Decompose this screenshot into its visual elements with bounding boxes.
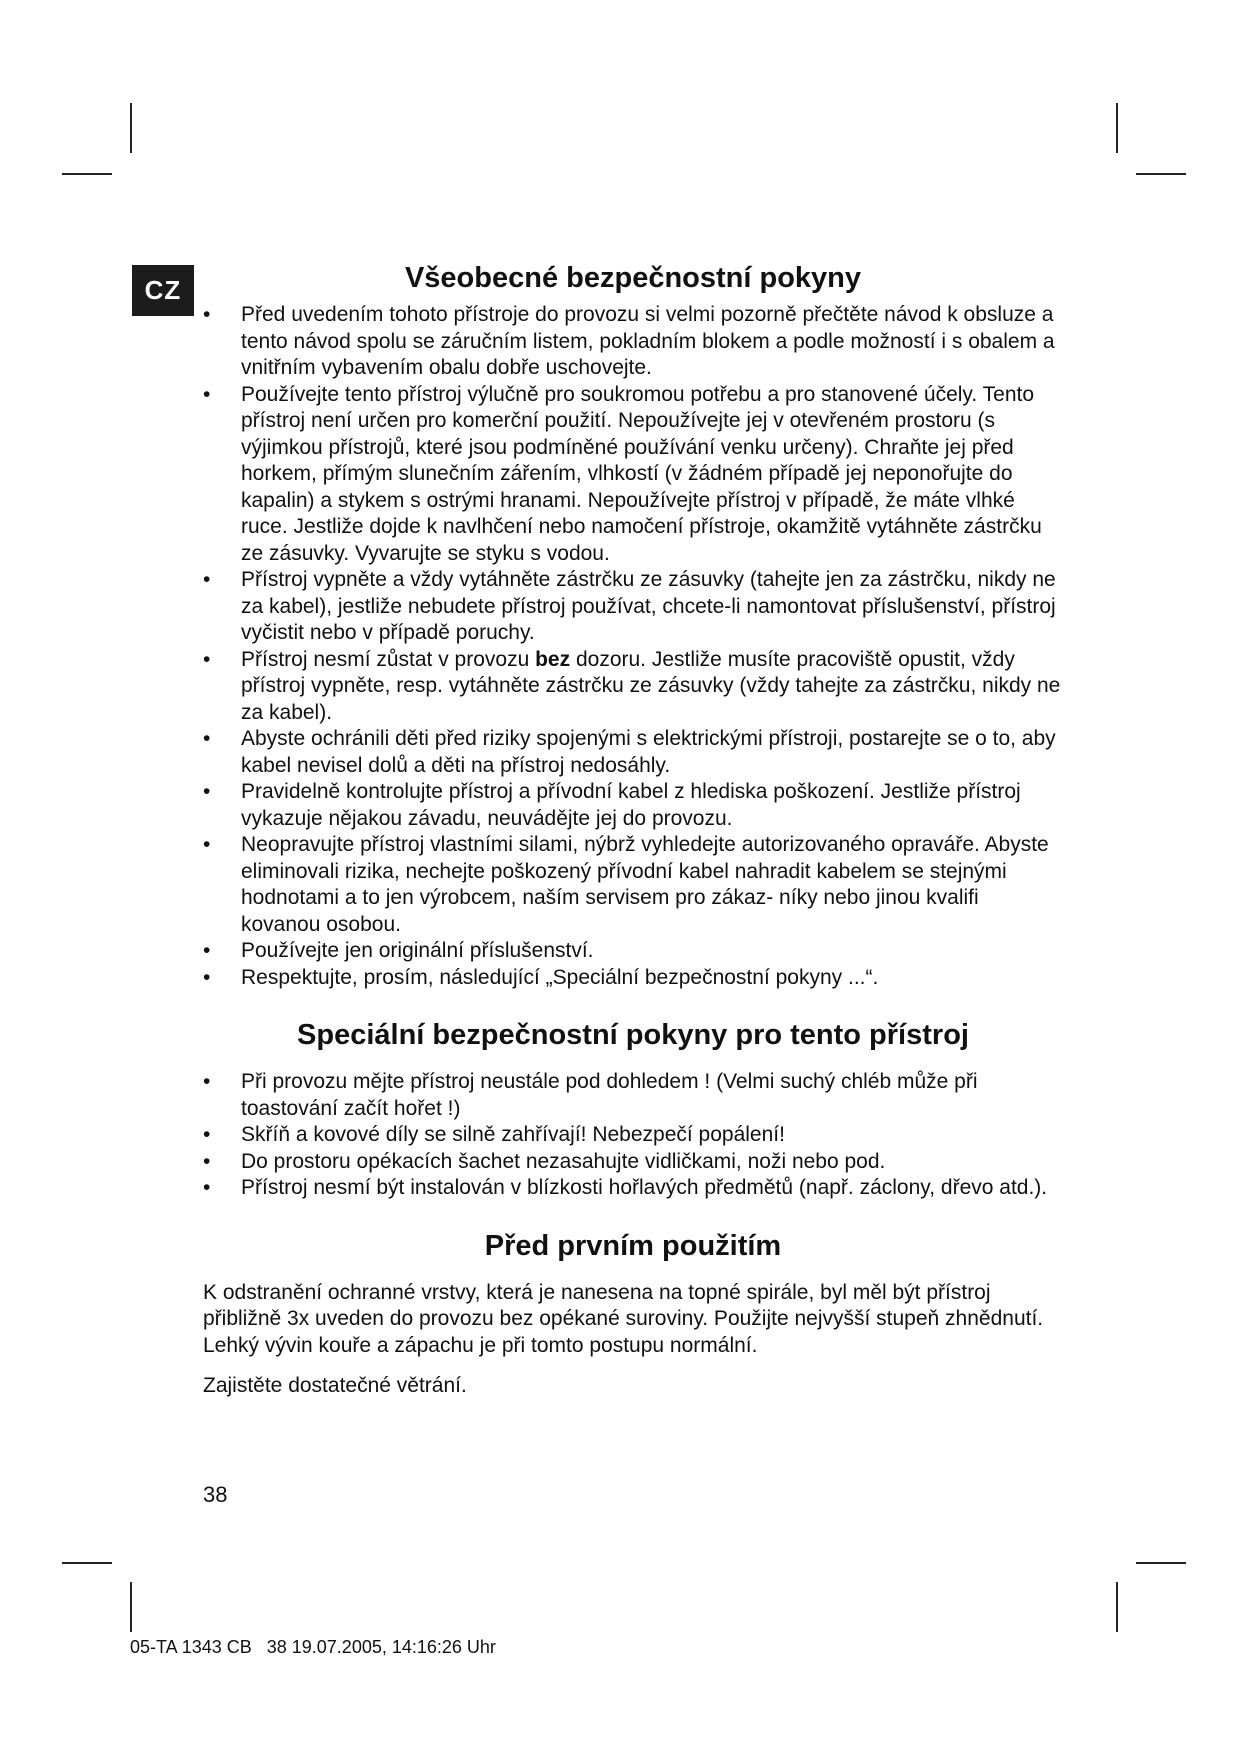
list-item: • Skříň a kovové díly se silně zahřívají! Nebezpečí popálení! [203, 1122, 1063, 1149]
list-item: • Přístroj nesmí být instalován v blízkosti hořlavých předmětů (např. záclony, dřevo atd.). [203, 1175, 1063, 1202]
print-footer: 05-TA 1343 CB 38 19.07.2005, 14:16:26 Uhr [130, 1637, 496, 1657]
crop-mark-bottom-right-horizontal [1136, 1562, 1186, 1564]
list-item: • Pravidelně kontrolujte přístroj a přívodní kabel z hlediska poškození. Jestliže přístroj vykazuje nějakou závadu, neuvádějte jej do provozu. [203, 779, 1063, 832]
list-item: • Před uvedením tohoto přístroje do provozu si velmi pozorně přečtěte návod k obsluze a tento návod spolu se záručním listem, pokladním blokem a podle možností i s obalem a vnitřním vybavením obalu dobře uschovejte. [203, 302, 1063, 382]
list-item: • Přístroj nesmí zůstat v provozu bez dozoru. Jestliže musíte pracoviště opustit, vždy přístroj vypněte, resp. vytáhněte zástrčku ze zásuvky (vždy tahejte za zástrčku, nikdy ne za kabel). [203, 647, 1063, 727]
list-item: • Používejte tento přístroj výlučně pro soukromou potřebu a pro stanovené účely. Tento přístroj není určen pro komerční použití. Nepoužívejte jej v otevřeném prostoru (s výjimkou přístrojů, které jsou podmíněné používání venku určeny). Chraňte jej před horkem, přímým slunečním zářením, vlhkostí (v žádném případě jej neponořujte do kapalin) a stykem s ostrými hranami. Nepoužívejte přístroj v případě, že máte vlhké ruce. Jestliže dojde k navlhčení nebo namočení přístroje, okamžitě vytáhněte zástrčku ze zásuvky. Vyvarujte se styku s vodou. [203, 382, 1063, 568]
crop-mark-bottom-right-vertical [1116, 1582, 1118, 1632]
page-number: 38 [203, 1482, 228, 1507]
list-item: • Používejte jen originální příslušenství. [203, 938, 1063, 965]
general-safety-list [203, 302, 1063, 991]
crop-mark-top-right-horizontal [1136, 173, 1186, 175]
section-title-general-safety: Všeobecné bezpečnostní pokyny [404, 262, 862, 294]
emphasis-bez: bez [535, 647, 571, 671]
crop-mark-bottom-left-horizontal [62, 1562, 112, 1564]
section-title-first-use: Před prvním použitím [484, 1229, 782, 1262]
language-badge: CZ [132, 265, 194, 316]
crop-mark-top-left-vertical [130, 103, 132, 153]
crop-mark-bottom-left-vertical [130, 1582, 132, 1632]
section-title-special-safety: Speciální bezpečnostní pokyny pro tento přístroj [297, 1019, 969, 1051]
page-content [203, 258, 1063, 1400]
crop-mark-top-right-vertical [1116, 103, 1118, 153]
ventilation-note: Zajistěte dostatečné větrání. [203, 1374, 467, 1397]
list-item: • Přístroj vypněte a vždy vytáhněte zástrčku ze zásuvky (tahejte jen za zástrčku, nikdy ne za kabel), jestliže nebudete přístroj používat, chcete-li namontovat příslušenství, přístroj vyčistit nebo v případě poruchy. [203, 567, 1063, 647]
list-item: • Do prostoru opékacích šachet nezasahujte vidličkami, noži nebo pod. [203, 1149, 1063, 1176]
first-use-paragraph: K odstranění ochranné vrstvy, která je nanesena na topné spirále, byl měl být přístroj přibližně 3x uveden do provozu bez opékané suroviny. Použijte nejvyšší stupeň zhnědnutí. Lehký vývin kouře a zápachu je při tomto postupu normální. [203, 1280, 1044, 1357]
crop-mark-top-left-horizontal [62, 173, 112, 175]
list-item: • Respektujte, prosím, následující „Speciální bezpečnostní pokyny ...“. [203, 965, 1063, 992]
list-item: • Abyste ochránili děti před riziky spojenými s elektrickými přístroji, postarejte se o to, aby kabel nevisel dolů a děti na přístroj nedosáhly. [203, 726, 1063, 779]
special-safety-list [203, 1069, 1063, 1202]
list-item: • Při provozu mějte přístroj neustále pod dohledem ! (Velmi suchý chléb může při toastování začít hořet !) [203, 1069, 1063, 1122]
list-item: • Neopravujte přístroj vlastními silami, nýbrž vyhledejte autorizovaného opraváře. Abyste eliminovali rizika, nechejte poškozený přívodní kabel nahradit kabelem se stejnými hodnotami a to jen výrobcem, naším servisem pro zákaz- níky nebo jinou kvalifi kovanou osobou. [203, 832, 1063, 938]
